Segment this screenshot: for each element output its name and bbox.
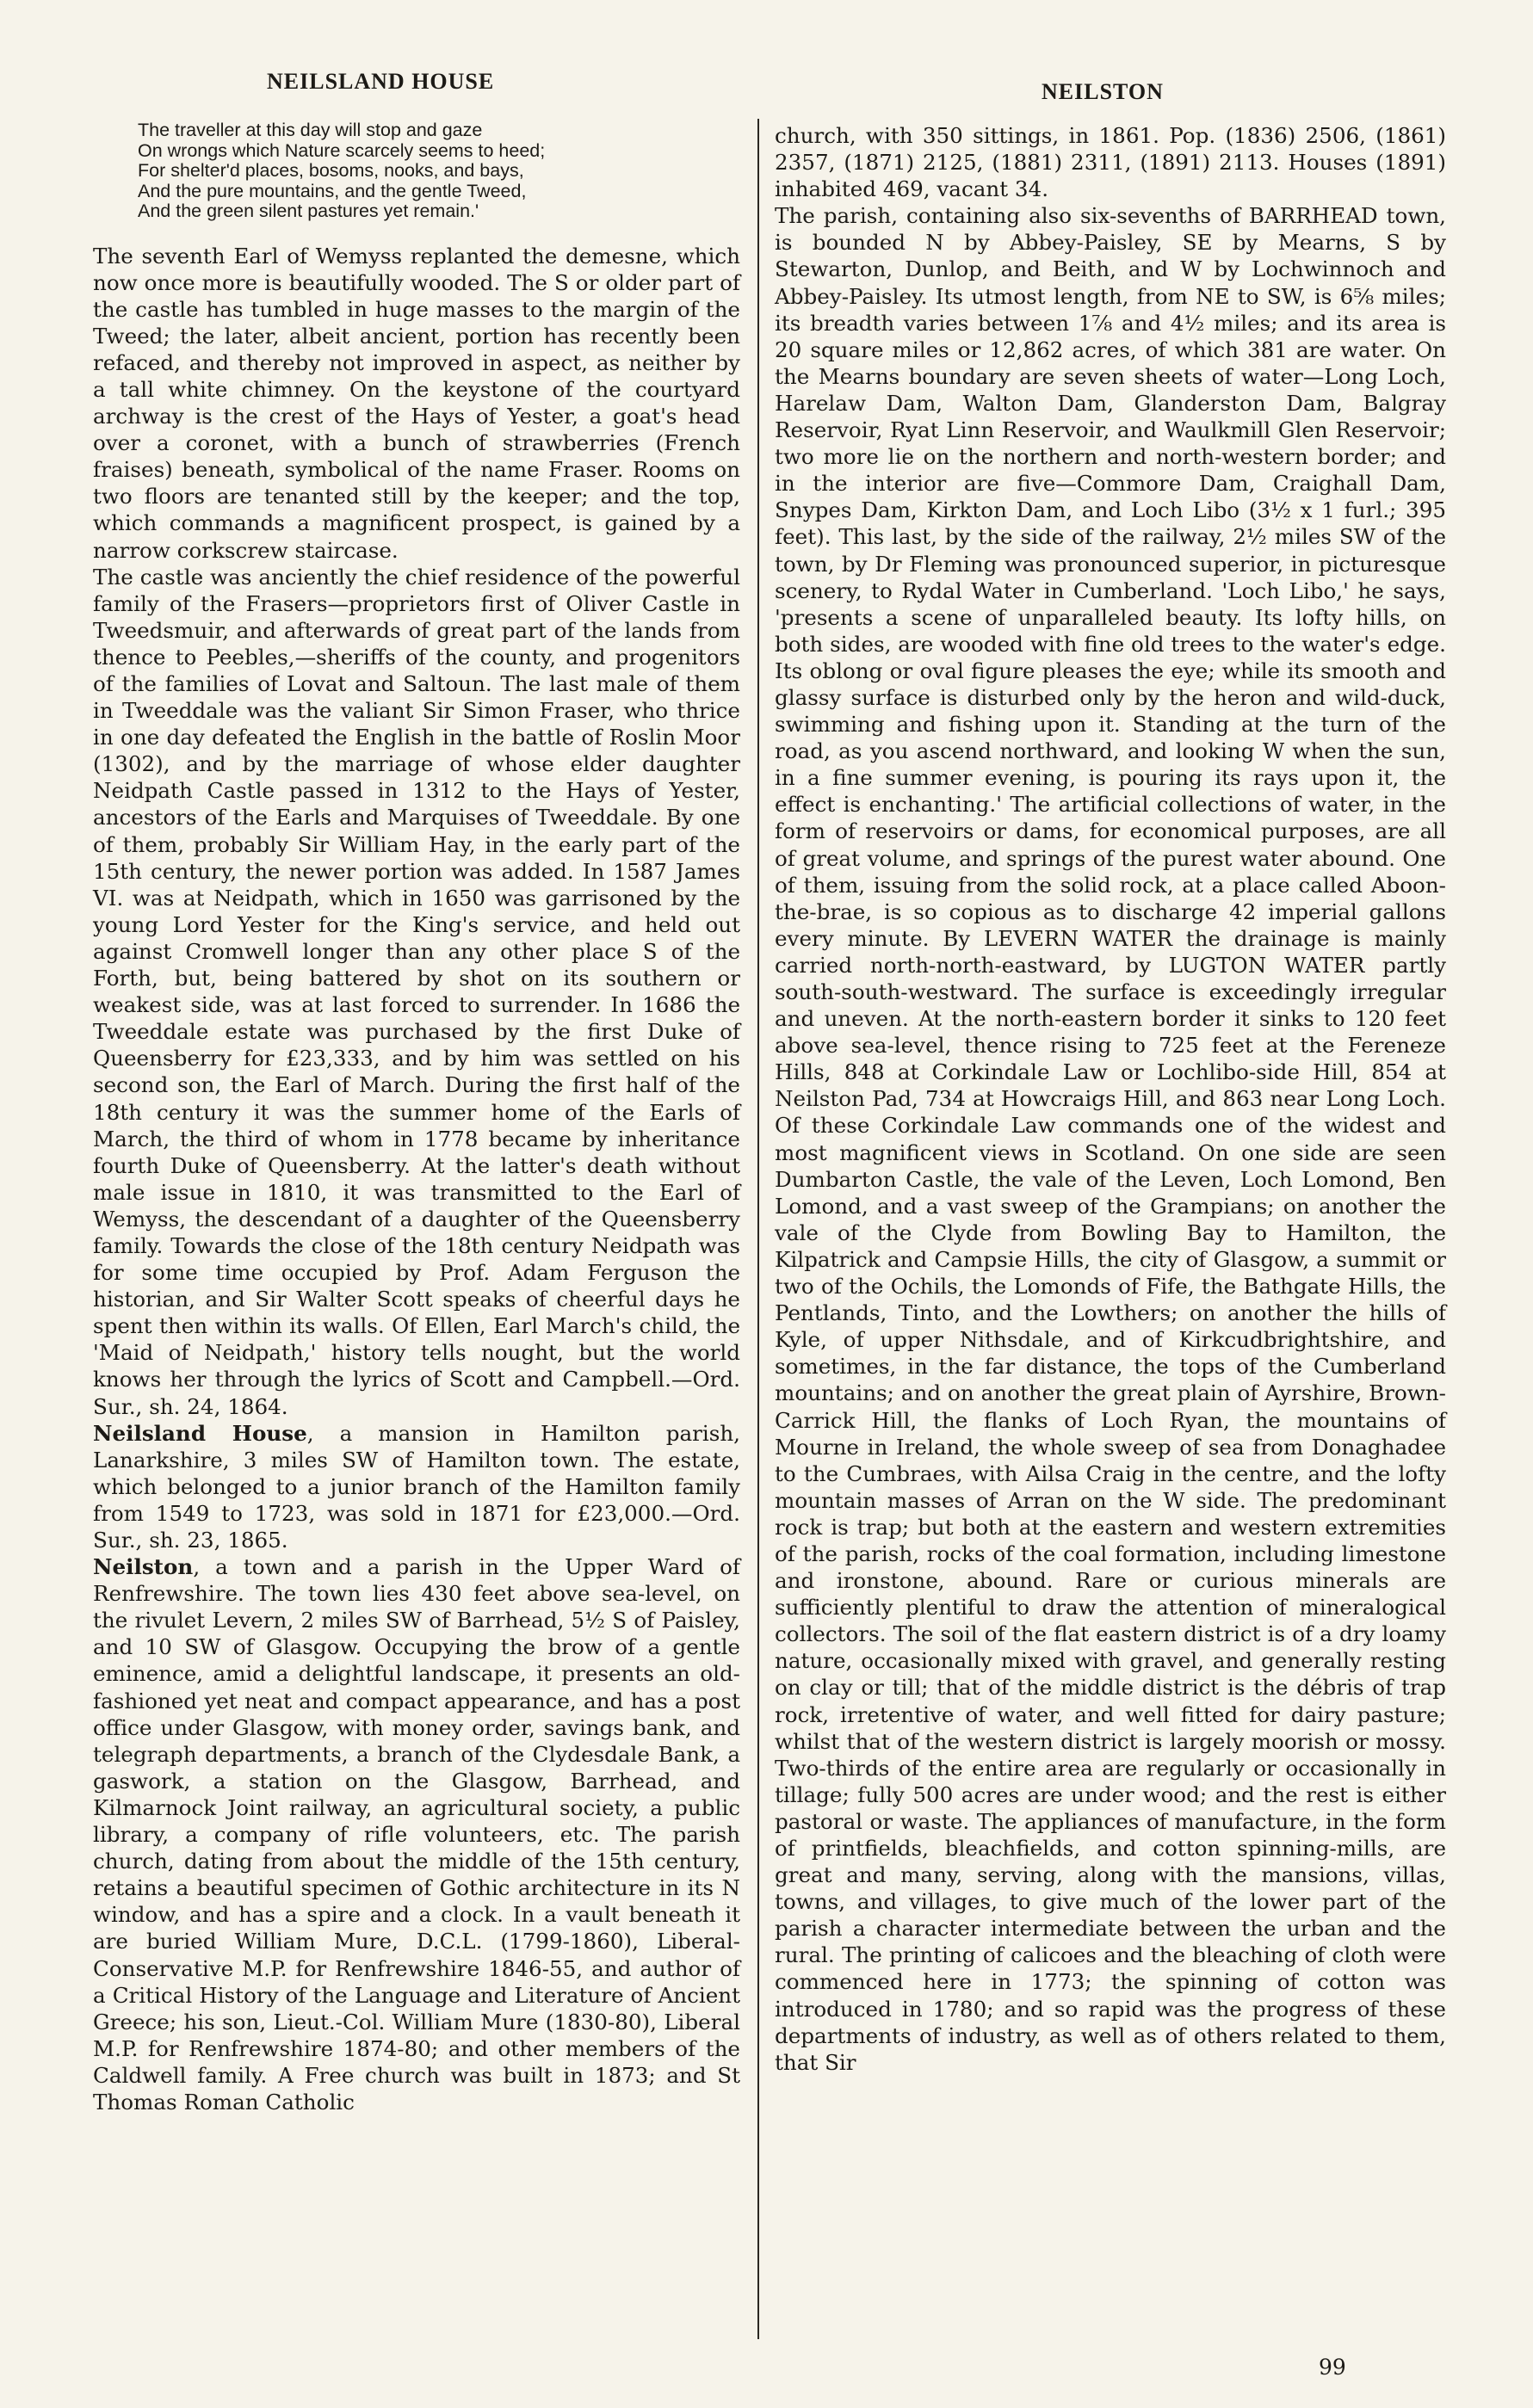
running-head-left: NEILSLAND HOUSE [267,69,495,94]
poem-line: The traveller at this day will stop and gaze [138,120,483,140]
poem-line: And the pure mountains, and the gentle Tweed, [138,180,527,201]
poem-line: On wrongs which Nature scarcely seems to heed; [138,139,546,161]
poem-quote [138,120,740,222]
paragraph-castle-history: The castle was anciently the chief residence of the powerful family of the Frasers—proprietors first of Oliver Castle in Tweedsmuir, and afterwards of great part of the lands from thence to Peebles,—sheriffs of the county, and progenitors of the families of Lovat and Saltoun. The last male of them in Tweeddale was the valiant Sir Simon Fraser, who thrice in one day defeated the English in the battle of Roslin Moor (1302), and by the marriage of whose elder daughter Neidpath Castle passed in 1312 to the Hays of Yester, ancestors of the Earls and Marquises of Tweeddale. By one of them, probably Sir William Hay, in the early part of the 15th century, the newer portion was added. In 1587 James VI. was at Neidpath, which in 1650 was garrisoned by the young Lord Yester for the King's service, and held out against Cromwell longer than any other place S of the Forth, but, being battered by shot on its southern or weakest side, was at last forced to surrender. In 1686 the Tweeddale estate was purchased by the first Duke of Queensberry for £23,333, and by him was settled on his second son, the Earl of March. During the first half of the 18th century it was the summer home of the Earls of March, the third of whom in 1778 became by inheritance fourth Duke of Queensberry. At the latter's death without male issue in 1810, it was transmitted to the Earl of Wemyss, the descendant of a daughter of the Queensberry family. Towards the close of the 18th century Neidpath was for some time occupied by Prof. Adam Ferguson the historian, and Sir Walter Scott speaks of cheerful days he spent then within its walls. Of Ellen, Earl March's child, the 'Maid of Neidpath,' history tells nought, but the world knows her through the lyrics of Scott and Campbell.—Ord. Sur., sh. 24, 1864. [93,564,740,1419]
poem-line: And the green silent pastures yet remain.' [138,201,479,221]
right-column [775,122,1446,2076]
entry-text-neilston: , a town and a parish in the Upper Ward of Renfrewshire. The town lies 430 feet above sea-level, on the rivulet Levern, 2 miles SW of Barrhead, 5½ S of Paisley, and 10 SW of Glasgow. Occupying the brow of a gentle eminence, amid a delightful landscape, it presents an old-fashioned yet neat and compact appearance, and has a post office under Glasgow, with money order, savings bank, and telegraph departments, a branch of the Clydesdale Bank, a gaswork, a station on the Glasgow, Barrhead, and Kilmarnock Joint railway, an agricultural society, a public library, a company of rifle volunteers, etc. The parish church, dating from about the middle of the 15th century, retains a beautiful specimen of Gothic architecture in its N window, and has a spire and a clock. In a vault beneath it are buried William Mure, D.C.L. (1799-1860), Liberal-Conservative M.P. for Renfrewshire 1846-55, and author of a Critical History of the Language and Literature of Ancient Greece; his son, Lieut.-Col. William Mure (1830-80), Liberal M.P. for Renfrewshire 1874-80; and other members of the Caldwell family. A Free church was built in 1873; and St Thomas Roman Catholic [93,1554,740,2115]
paragraph-church-population: church, with 350 sittings, in 1861. Pop. (1836) 2506, (1861) 2357, (1871) 2125, (1881) 2311, (1891) 2113. Houses (1891) inhabited 469, vacant 34. [775,123,1446,202]
entry-title-neilston: Neilston [93,1554,194,1580]
paragraph-parish: The parish, containing also six-sevenths of BARRHEAD town, is bounded N by Abbey-Paisley, SE by Mearns, S by Stewarton, Dunlop, and Beith, and W by Lochwinnoch and Abbey-Paisley. Its utmost length, from NE to SW, is 6⅝ miles; its breadth varies between 1⅞ and 4½ miles; and its area is 20 square miles or 12,862 acres, of which 381 are water. On the Mearns boundary are seven sheets of water—Long Loch, Harelaw Dam, Walton Dam, Glanderston Dam, Balgray Reservoir, Ryat Linn Reservoir, and Waulkmill Glen Reservoir; two more lie on the northern and north-western border; and in the interior are five—Commore Dam, Craighall Dam, Snypes Dam, Kirkton Dam, and Loch Libo (3½ x 1 furl.; 395 feet). This last, by the side of the railway, 2½ miles SW of the town, by Dr Fleming was pronounced superior, in picturesque scenery, to Rydal Water in Cumberland. 'Loch Libo,' he says, 'presents a scene of unparalleled beauty. Its lofty hills, on both sides, are wooded with fine old trees to the water's edge. Its oblong or oval figure pleases the eye; while its smooth and glassy surface is disturbed only by the heron and wild-duck, swimming and fishing upon it. Standing at the turn of the road, as you ascend northward, and looking W when the sun, in a fine summer evening, is pouring its rays upon it, the effect is enchanting.' The artificial collections of water, in the form of reservoirs or dams, for economical purposes, are all of great volume, and springs of the purest water abound. One of them, issuing from the solid rock, at a place called Aboon-the-brae, is so copious as to discharge 42 imperial gallons every minute. By LEVERN WATER the drainage is mainly carried north-north-eastward, by LUGTON WATER partly south-south-westward. The surface is exceedingly irregular and uneven. At the north-eastern border it sinks to 120 feet above sea-level, thence rising to 725 feet at the Fereneze Hills, 848 at Corkindale Law or Lochlibo-side Hill, 854 at Neilston Pad, 734 at Howcraigs Hill, and 863 near Long Loch. Of these Corkindale Law commands one of the widest and most magnificent views in Scotland. On one side are seen Dumbarton Castle, the vale of the Leven, Loch Lomond, Ben Lomond, and a vast sweep of the Grampians; on another the vale of the Clyde from Bowling Bay to Hamilton, the Kilpatrick and Campsie Hills, the city of Glasgow, a summit or two of the Ochils, the Lomonds of Fife, the Bathgate Hills, the Pentlands, Tinto, and the Lowthers; on another the hills of Kyle, of upper Nithsdale, and of Kirkcudbrightshire, and sometimes, in the far distance, the tops of the Cumberland mountains; and on another the great plain of Ayrshire, Brown-Carrick Hill, the flanks of Loch Ryan, the mountains of Mourne in Ireland, the whole sweep of sea from Donaghadee to the Cumbraes, with Ailsa Craig in the centre, and the lofty mountain masses of Arran on the W side. The predominant rock is trap; but both at the eastern and western extremities of the parish, rocks of the coal formation, including limestone and ironstone, abound. Rare or curious minerals are sufficiently plentiful to draw the attention of mineralogical collectors. The soil of the flat eastern district is of a dry loamy nature, occasionally mixed with gravel, and generally resting on clay or till; that of the middle district is the débris of trap rock, irretentive of water, and well fitted for dairy pasture; whilst that of the western district is largely moorish or mossy. Two-thirds of the entire area are regularly or occasionally in tillage; fully 500 acres are under wood; and the rest is either pastoral or waste. The appliances of manufacture, in the form of printfields, bleachfields, and cotton spinning-mills, are great and many, serving, along with the mansions, villas, towns, and villages, to give much of the lower part of the parish a character intermediate between the urban and the rural. The printing of calicoes and the bleaching of cloth were commenced here in 1773; the spinning of cotton was introduced in 1780; and so rapid was the progress of these departments of industry, as well as of others related to them, that Sir [775,203,1446,2075]
running-head-right: NEILSTON [1042,79,1164,104]
entry-title-neilsland: Neilsland House [93,1420,307,1446]
entry-neilston [93,1553,740,2115]
paragraph-wemyss: The seventh Earl of Wemyss replanted the demesne, which now once more is beautifully wooded. The S or older part of the castle has tumbled in huge masses to the margin of the Tweed; the later, albeit ancient, portion has recently been refaced, and thereby not improved in aspect, as neither by a tall white chimney. On the keystone of the courtyard archway is the crest of the Hays of Yester, a goat's head over a coronet, with a bunch of strawberries (French fraises) beneath, symbolical of the name Fraser. Rooms on two floors are tenanted still by the keeper; and the top, which commands a magnificent prospect, is gained by a narrow corkscrew staircase. [93,243,740,563]
page-number: 99 [1319,2355,1346,2380]
column-divider [757,119,759,2339]
entry-text-neilsland: , a mansion in Hamilton parish, Lanarkshire, 3 miles SW of Hamilton town. The estate, which belonged to a junior branch of the Hamilton family from 1549 to 1723, was sold in 1871 for £23,000.—Ord. Sur., sh. 23, 1865. [93,1420,741,1553]
left-column [93,120,740,2115]
entry-neilsland-house [93,1420,740,1553]
poem-line: For shelter'd places, bosoms, nooks, and bays, [138,160,524,181]
